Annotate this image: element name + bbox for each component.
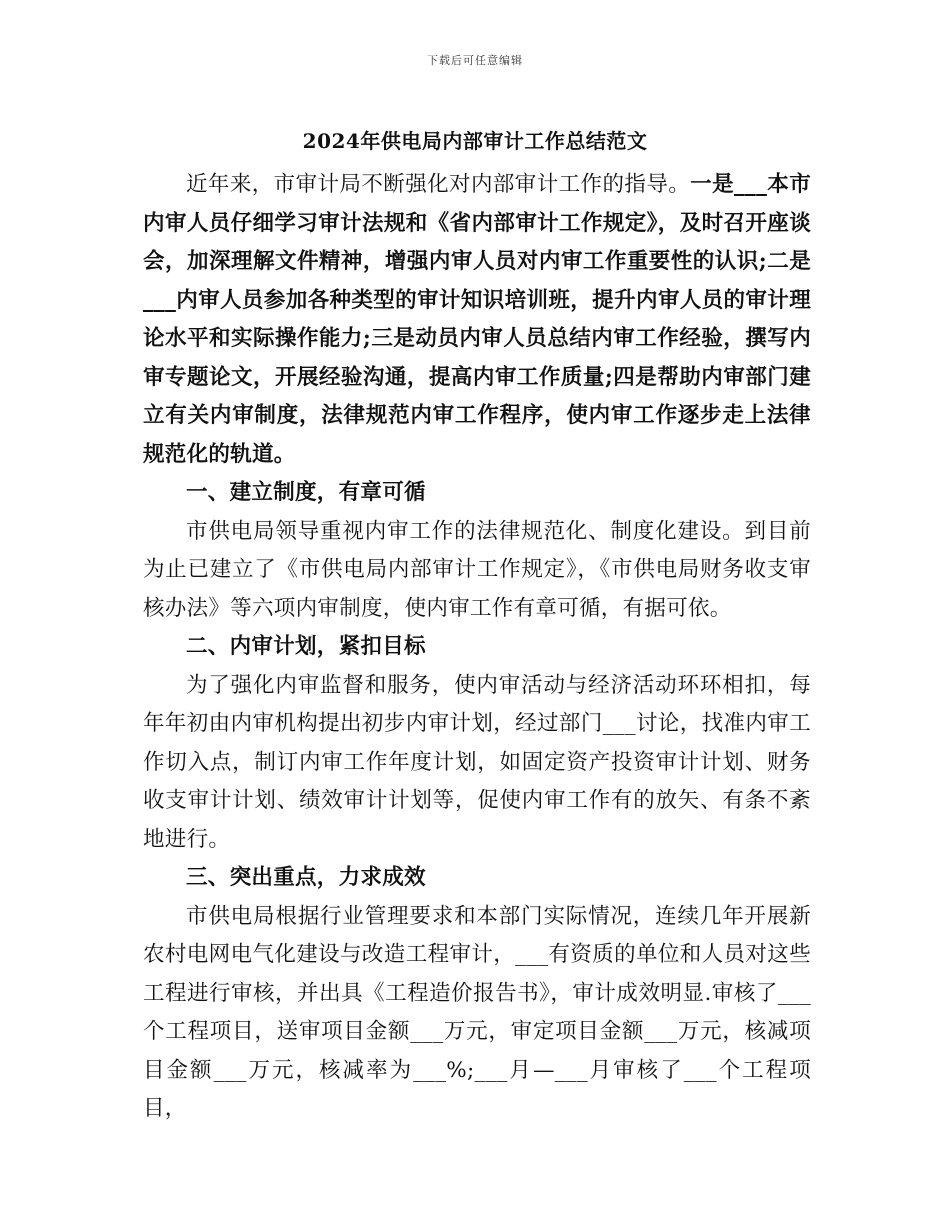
document-title: 2024年供电局内部审计工作总结范文 [302, 129, 648, 153]
section-text-1: 市供电局领导重视内审工作的法律规范化、制度化建设。到目前为止已建立了《市供电局内部审计工作规定》，《市供电局财务收支审核办法》等六项内审制度，使内审工作有章可循，有据可依。 [143, 518, 811, 621]
section-text-3: 市供电局根据行业管理要求和本部门实际情况，连续几年开展新农村电网电气化建设与改造工程审计，___有资质的单位和人员对这些工程进行审核，并出具《工程造价报告书》，审计成效明显.审核了___个工程项目，送审项目金额___万元，审定项目金额___万元，核减项目金额___万元，核减率为___%;___月—___月审核了___个工程项目， [143, 903, 811, 1121]
section-heading-3: 三、突出重点，力求成效 [186, 865, 426, 890]
section-text-2: 为了强化内审监督和服务，使内审活动与经济活动环环相扣，每年年初由内审机构提出初步内审计划，经过部门___讨论，找准内审工作切入点，制订内审工作年度计划，如固定资产投资审计计划、财务收支审计计划、绩效审计计划等，促使内审工作有的放矢、有条不紊地进行。 [143, 672, 811, 852]
document-body [143, 166, 811, 1129]
intro-paragraph [143, 166, 811, 474]
section-heading-2: 二、内审计划，紧扣目标 [186, 634, 426, 659]
intro-lead: 近年来，市审计局不断强化对内部审计工作的指导。 [186, 172, 691, 197]
intro-bold-part: 一是___本市内审人员仔细学习审计法规和《省内部审计工作规定》，及时召开座谈会，加深理解文件精神，增强内审人员对内审工作重要性的认识;二是___内审人员参加各种类型的审计知识培训班，提升内审人员的审计理论水平和实际操作能力;三是动员内审人员总结内审工作经验，撰写内审专题论文，开展经验沟通，提高内审工作质量;四是帮助内审部门建立有关内审制度，法律规范内审工作程序，使内审工作逐步走上法律规范化的轨道。 [143, 172, 812, 467]
section-heading-1: 一、建立制度，有章可循 [186, 480, 426, 505]
header-note: 下载后可任意编辑 [427, 54, 523, 67]
